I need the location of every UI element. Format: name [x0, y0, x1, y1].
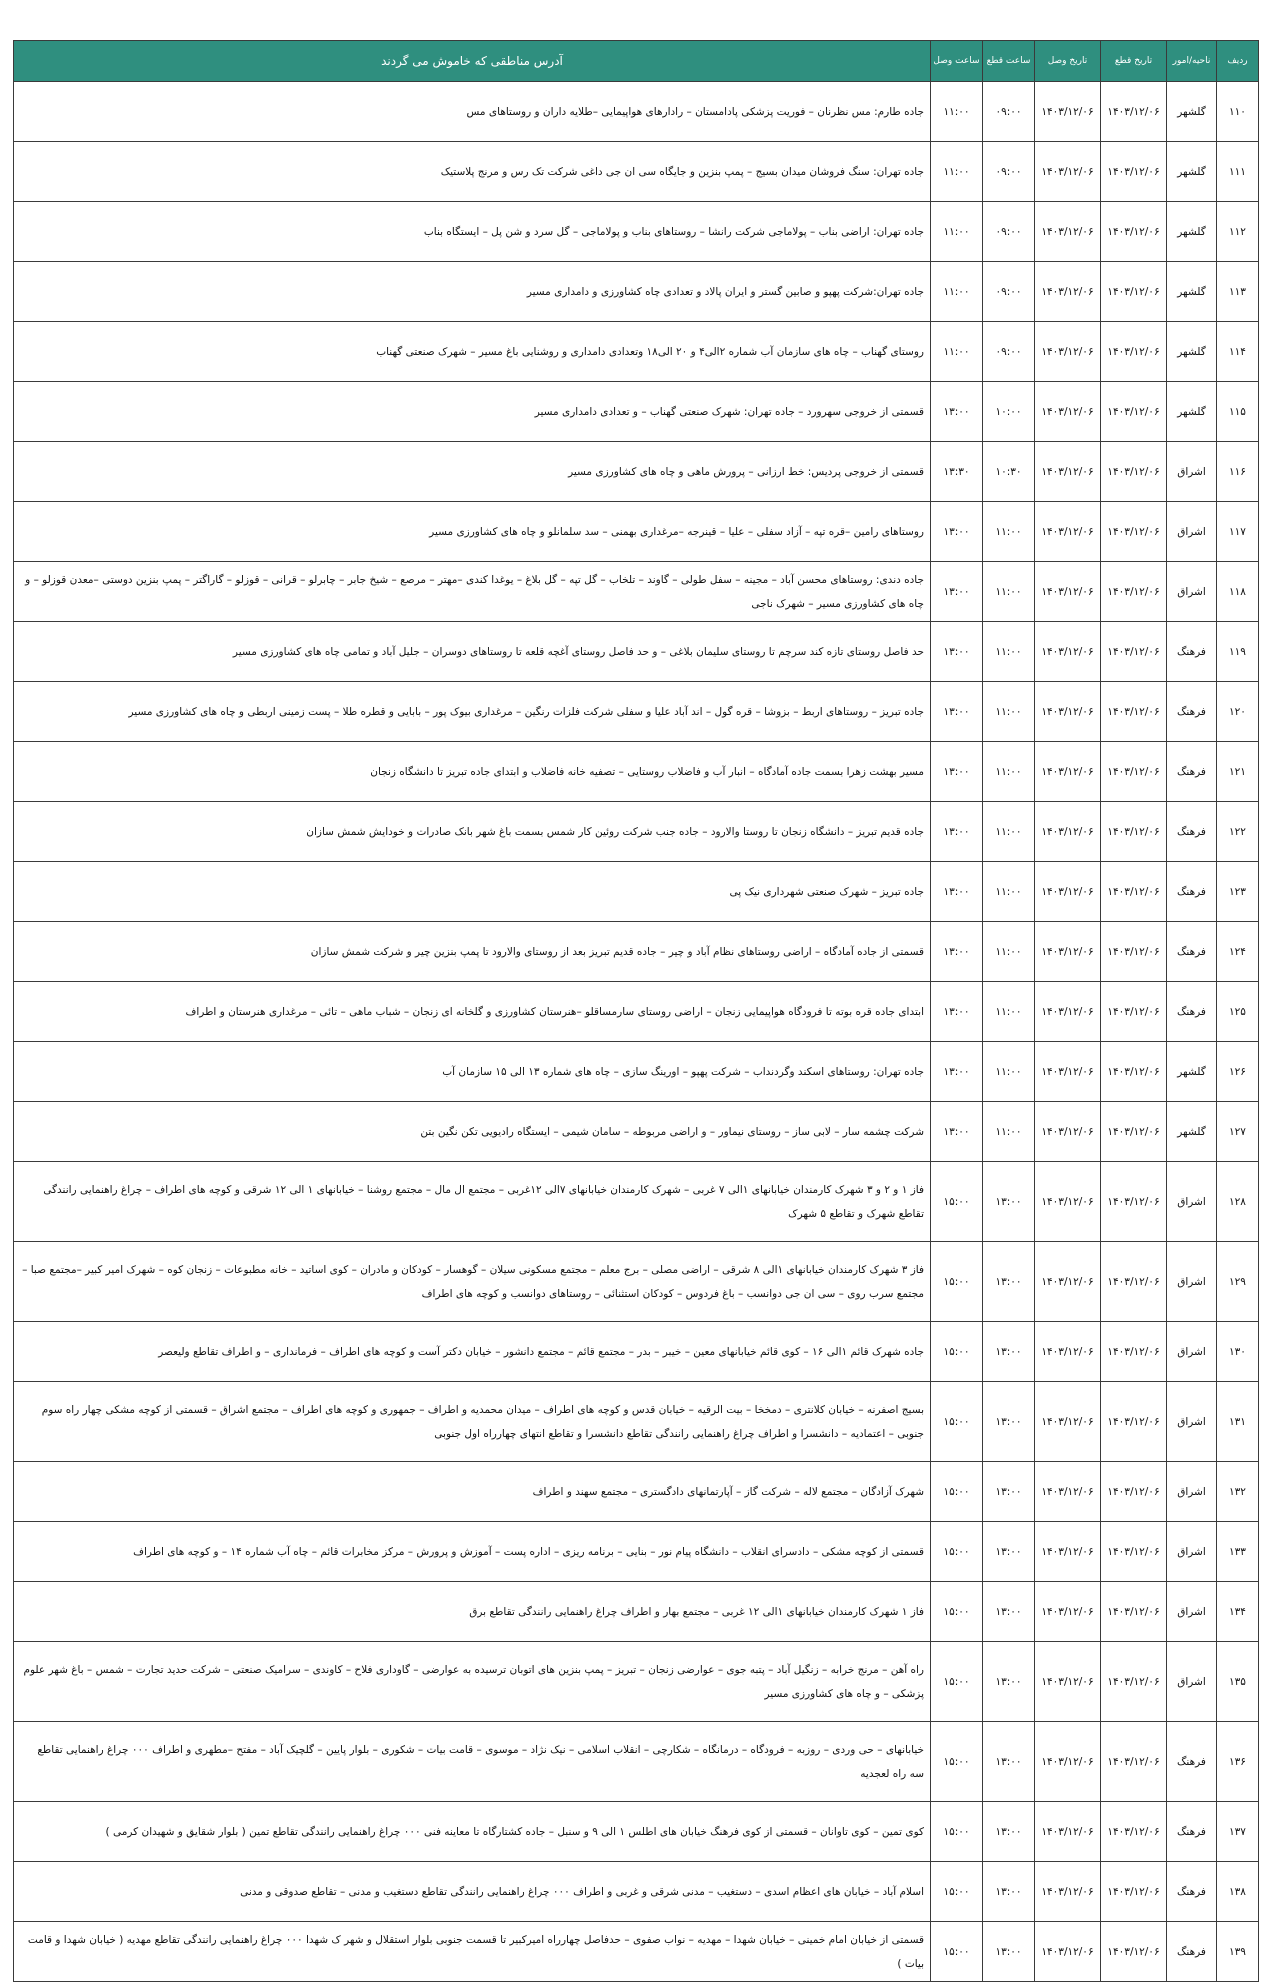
address-cell: حد فاصل روستای تازه کند سرچم تا روستای سلیمان بلاغی – و حد فاصل روستای آغچه قلعه تا روستاهای دوسران – جلیل آباد و تمامی چاه های کشاورزی مسیر: [14, 622, 931, 682]
cut-date-cell: ۱۴۰۳/۱۲/۰۶: [1101, 1242, 1167, 1322]
table-row: [14, 682, 1259, 742]
connect-date-cell: ۱۴۰۳/۱۲/۰۶: [1035, 1162, 1101, 1242]
table-row: [14, 1242, 1259, 1322]
row-number-cell: ۱۲۵: [1217, 982, 1259, 1042]
row-number-cell: ۱۲۰: [1217, 682, 1259, 742]
address-cell: جاده تبریز – روستاهای اربط – بزوشا – قره گول – اند آباد علیا و سفلی شرکت فلزات رنگین – مرغداری بیوک پور – بابایی و قطره طلا – پست زمینی اربطی و چاه های کشاورزی مسیر: [14, 682, 931, 742]
header-address: آدرس مناطقی که خاموش می گردند: [14, 41, 931, 82]
connect-time-cell: ۱۳:۰۰: [931, 922, 983, 982]
cut-time-cell: ۱۰:۰۰: [983, 382, 1035, 442]
cut-time-cell: ۱۳:۰۰: [983, 1522, 1035, 1582]
address-cell: جاده تهران: اراضی بناب – پولاماجی شرکت رانشا – روستاهای بناب و پولاماجی – گل سرد و شن پل – ایستگاه بناب: [14, 202, 931, 262]
cut-date-cell: ۱۴۰۳/۱۲/۰۶: [1101, 1162, 1167, 1242]
header-cut-date: تاریخ قطع: [1101, 41, 1167, 82]
connect-time-cell: ۱۵:۰۰: [931, 1722, 983, 1802]
cut-date-cell: ۱۴۰۳/۱۲/۰۶: [1101, 142, 1167, 202]
address-cell: فاز ۱ و ۲ و ۳ شهرک کارمندان خیابانهای ۱الی ۷ غربی – شهرک کارمندان خیابانهای ۷الی ۱۲غربی – مجتمع ال مال – مجتمع روشنا – خیابانهای ۱ الی ۱۲ شرقی و کوچه های اطراف – چراغ راهنمایی رانندگی تقاطع شهرک و تقاطع ۵ شهرک: [14, 1162, 931, 1242]
row-number-cell: ۱۱۴: [1217, 322, 1259, 382]
address-cell: جاده شهرک قائم ۱الی ۱۶ – کوی قائم خیابانهای معین – خیبر – بدر – مجتمع قائم – مجتمع دانشور – خیابان دکتر آست و کوچه های اطراف – فرمانداری – و اطراف تقاطع ولیعصر: [14, 1322, 931, 1382]
header-row-number: ردیف: [1217, 41, 1259, 82]
row-number-cell: ۱۳۷: [1217, 1802, 1259, 1862]
connect-time-cell: ۱۳:۰۰: [931, 742, 983, 802]
region-cell: فرهنگ: [1167, 922, 1217, 982]
region-cell: فرهنگ: [1167, 1802, 1217, 1862]
row-number-cell: ۱۳۶: [1217, 1722, 1259, 1802]
connect-date-cell: ۱۴۰۳/۱۲/۰۶: [1035, 742, 1101, 802]
table-row: [14, 922, 1259, 982]
connect-time-cell: ۱۵:۰۰: [931, 1242, 983, 1322]
connect-time-cell: ۱۵:۰۰: [931, 1642, 983, 1722]
connect-time-cell: ۱۱:۰۰: [931, 322, 983, 382]
address-cell: قسمتی از خیابان امام خمینی – خیابان شهدا – مهدیه – نواب صفوی – حدفاصل چهارراه امیرکبیر تا قسمت جنوبی بلوار استقلال و شهر ک شهدا ۰۰۰ چراغ راهنمایی رانندگی تقاطع مهدیه ( خیابان شهدا و قامت بیات ): [14, 1922, 931, 1982]
region-cell: اشراق: [1167, 1162, 1217, 1242]
connect-time-cell: ۱۳:۰۰: [931, 1102, 983, 1162]
connect-date-cell: ۱۴۰۳/۱۲/۰۶: [1035, 982, 1101, 1042]
cut-time-cell: ۱۳:۰۰: [983, 1242, 1035, 1322]
region-cell: اشراق: [1167, 1382, 1217, 1462]
region-cell: اشراق: [1167, 1582, 1217, 1642]
row-number-cell: ۱۳۵: [1217, 1642, 1259, 1722]
table-row: [14, 1042, 1259, 1102]
cut-date-cell: ۱۴۰۳/۱۲/۰۶: [1101, 262, 1167, 322]
cut-date-cell: ۱۴۰۳/۱۲/۰۶: [1101, 82, 1167, 142]
row-number-cell: ۱۲۲: [1217, 802, 1259, 862]
cut-date-cell: ۱۴۰۳/۱۲/۰۶: [1101, 1322, 1167, 1382]
region-cell: فرهنگ: [1167, 1722, 1217, 1802]
connect-date-cell: ۱۴۰۳/۱۲/۰۶: [1035, 382, 1101, 442]
address-cell: شهرک آزادگان – مجتمع لاله – شرکت گاز – آپارتمانهای دادگستری – مجتمع سهند و اطراف: [14, 1462, 931, 1522]
cut-time-cell: ۱۳:۰۰: [983, 1922, 1035, 1982]
table-row: [14, 1642, 1259, 1722]
row-number-cell: ۱۱۷: [1217, 502, 1259, 562]
region-cell: اشراق: [1167, 562, 1217, 622]
cut-date-cell: ۱۴۰۳/۱۲/۰۶: [1101, 382, 1167, 442]
cut-time-cell: ۰۹:۰۰: [983, 262, 1035, 322]
row-number-cell: ۱۲۶: [1217, 1042, 1259, 1102]
table-header: [14, 41, 1259, 82]
row-number-cell: ۱۱۸: [1217, 562, 1259, 622]
cut-time-cell: ۱۱:۰۰: [983, 982, 1035, 1042]
cut-date-cell: ۱۴۰۳/۱۲/۰۶: [1101, 1382, 1167, 1462]
address-cell: جاده قدیم تبریز – دانشگاه زنجان تا روستا والارود – جاده جنب شرکت روئین کار شمس بسمت باغ شهر بانک صادرات و خودایش شمش سازان: [14, 802, 931, 862]
region-cell: اشراق: [1167, 1642, 1217, 1722]
table-row: [14, 982, 1259, 1042]
cut-date-cell: ۱۴۰۳/۱۲/۰۶: [1101, 982, 1167, 1042]
cut-date-cell: ۱۴۰۳/۱۲/۰۶: [1101, 1462, 1167, 1522]
table-row: [14, 1462, 1259, 1522]
connect-time-cell: ۱۵:۰۰: [931, 1382, 983, 1462]
row-number-cell: ۱۳۰: [1217, 1322, 1259, 1382]
connect-date-cell: ۱۴۰۳/۱۲/۰۶: [1035, 802, 1101, 862]
region-cell: گلشهر: [1167, 262, 1217, 322]
cut-date-cell: ۱۴۰۳/۱۲/۰۶: [1101, 442, 1167, 502]
connect-time-cell: ۱۳:۰۰: [931, 682, 983, 742]
cut-time-cell: ۱۱:۰۰: [983, 1042, 1035, 1102]
table-row: [14, 1382, 1259, 1462]
region-cell: گلشهر: [1167, 142, 1217, 202]
connect-time-cell: ۱۳:۰۰: [931, 622, 983, 682]
address-cell: جاده تهران:شرکت پهپو و صابین گستر و ایران پالاد و تعدادی چاه کشاورزی و دامداری مسیر: [14, 262, 931, 322]
connect-time-cell: ۱۳:۰۰: [931, 982, 983, 1042]
region-cell: گلشهر: [1167, 82, 1217, 142]
connect-date-cell: ۱۴۰۳/۱۲/۰۶: [1035, 622, 1101, 682]
row-number-cell: ۱۲۸: [1217, 1162, 1259, 1242]
region-cell: گلشهر: [1167, 202, 1217, 262]
cut-date-cell: ۱۴۰۳/۱۲/۰۶: [1101, 802, 1167, 862]
address-cell: روستاهای رامین –قره تپه – آزاد سفلی – علیا – قینرجه –مرغداری بهمنی – سد سلمانلو و چاه های کشاورزی مسیر: [14, 502, 931, 562]
cut-time-cell: ۰۹:۰۰: [983, 202, 1035, 262]
connect-date-cell: ۱۴۰۳/۱۲/۰۶: [1035, 1382, 1101, 1462]
table-row: [14, 1922, 1259, 1982]
table-row: [14, 502, 1259, 562]
address-cell: جاده تبریز – شهرک صنعتی شهرداری نیک پی: [14, 862, 931, 922]
header-cut-time: ساعت قطع: [983, 41, 1035, 82]
table-row: [14, 1802, 1259, 1862]
connect-date-cell: ۱۴۰۳/۱۲/۰۶: [1035, 322, 1101, 382]
table-row: [14, 1322, 1259, 1382]
region-cell: گلشهر: [1167, 1102, 1217, 1162]
region-cell: فرهنگ: [1167, 802, 1217, 862]
address-cell: مسیر بهشت زهرا بسمت جاده آمادگاه – انبار آب و فاضلاب روستایی – تصفیه خانه فاضلاب و ابتدای جاده تبریز تا دانشگاه زنجان: [14, 742, 931, 802]
table-row: [14, 1522, 1259, 1582]
connect-date-cell: ۱۴۰۳/۱۲/۰۶: [1035, 1522, 1101, 1582]
row-number-cell: ۱۲۱: [1217, 742, 1259, 802]
row-number-cell: ۱۳۸: [1217, 1862, 1259, 1922]
connect-time-cell: ۱۵:۰۰: [931, 1322, 983, 1382]
cut-time-cell: ۱۳:۰۰: [983, 1862, 1035, 1922]
region-cell: فرهنگ: [1167, 982, 1217, 1042]
connect-date-cell: ۱۴۰۳/۱۲/۰۶: [1035, 442, 1101, 502]
table-row: [14, 202, 1259, 262]
row-number-cell: ۱۱۰: [1217, 82, 1259, 142]
connect-date-cell: ۱۴۰۳/۱۲/۰۶: [1035, 1642, 1101, 1722]
cut-time-cell: ۱۳:۰۰: [983, 1162, 1035, 1242]
cut-time-cell: ۱۱:۰۰: [983, 622, 1035, 682]
cut-time-cell: ۰۹:۰۰: [983, 322, 1035, 382]
table-row: [14, 82, 1259, 142]
connect-time-cell: ۱۵:۰۰: [931, 1522, 983, 1582]
connect-time-cell: ۱۱:۰۰: [931, 202, 983, 262]
region-cell: گلشهر: [1167, 322, 1217, 382]
table-row: [14, 1102, 1259, 1162]
cut-date-cell: ۱۴۰۳/۱۲/۰۶: [1101, 1042, 1167, 1102]
connect-time-cell: ۱۳:۰۰: [931, 562, 983, 622]
cut-time-cell: ۱۳:۰۰: [983, 1582, 1035, 1642]
address-cell: کوی تمین – کوی تاوانان – قسمتی از کوی فرهنگ خیابان های اطلس ۱ الی ۹ و سنبل – جاده کشتارگاه تا معاینه فنی ۰۰۰ چراغ راهنمایی رانندگی تقاطع تمین ( بلوار شقایق و شهیدان کرمی ): [14, 1802, 931, 1862]
cut-time-cell: ۱۱:۰۰: [983, 922, 1035, 982]
table-row: [14, 802, 1259, 862]
region-cell: فرهنگ: [1167, 682, 1217, 742]
address-cell: راه آهن – مرنج خرابه – زنگیل آباد – پتبه جوی – عوارضی زنجان – تبریز – پمپ بنزین های اتوبان ترسیده به عوارضی – گاوداری فلاح – کاوندی – سرامیک صنعتی – شرکت حدید تجارت – شمس – باغ شهر علوم پزشکی – و چاه های کشاورزی مسیر: [14, 1642, 931, 1722]
address-cell: جاده تهران: روستاهای اسکند وگردنداب – شرکت پهپو – اورینگ سازی – چاه های شماره ۱۳ الی ۱۵ سازمان آب: [14, 1042, 931, 1102]
row-number-cell: ۱۱۲: [1217, 202, 1259, 262]
table-body: [14, 82, 1259, 1982]
connect-time-cell: ۱۵:۰۰: [931, 1802, 983, 1862]
connect-date-cell: ۱۴۰۳/۱۲/۰۶: [1035, 1582, 1101, 1642]
cut-date-cell: ۱۴۰۳/۱۲/۰۶: [1101, 922, 1167, 982]
address-cell: قسمتی از خروجی پردیس: خط ارزانی – پرورش ماهی و چاه های کشاورزی مسیر: [14, 442, 931, 502]
connect-date-cell: ۱۴۰۳/۱۲/۰۶: [1035, 1322, 1101, 1382]
cut-time-cell: ۱۱:۰۰: [983, 862, 1035, 922]
address-cell: بسیج اصفرنه – خیابان کلانتری – دمخخا – بیت الرقیه – خیابان قدس و کوچه های اطراف – میدان محمدیه و اطراف – جمهوری و کوچه های اطراف – مجتمع اشراق – قسمتی از کوچه مشکی چهار راه سوم جنوبی – اعتمادیه – دانشسرا و اطراف چراغ راهنمایی رانندگی تقاطع دانشسرا و تقاطع انتهای چهارراه اول جنوبی: [14, 1382, 931, 1462]
cut-date-cell: ۱۴۰۳/۱۲/۰۶: [1101, 1522, 1167, 1582]
region-cell: فرهنگ: [1167, 1862, 1217, 1922]
connect-date-cell: ۱۴۰۳/۱۲/۰۶: [1035, 562, 1101, 622]
cut-time-cell: ۱۰:۳۰: [983, 442, 1035, 502]
address-cell: ابتدای جاده قره بوته تا فرودگاه هواپیمایی زنجان – اراضی روستای سارمساقلو –هنرستان کشاورزی و گلخانه ای زنجان – شباب ماهی – تائی – مرغداری هنرستان و اطراف: [14, 982, 931, 1042]
connect-time-cell: ۱۵:۰۰: [931, 1922, 983, 1982]
row-number-cell: ۱۲۷: [1217, 1102, 1259, 1162]
region-cell: فرهنگ: [1167, 1922, 1217, 1982]
cut-time-cell: ۰۹:۰۰: [983, 82, 1035, 142]
cut-date-cell: ۱۴۰۳/۱۲/۰۶: [1101, 862, 1167, 922]
address-cell: قسمتی از جاده آمادگاه – اراضی روستاهای نظام آباد و چیر – جاده قدیم تبریز بعد از روستای والارود تا پمپ بنزین چیر و شرکت شمش سازان: [14, 922, 931, 982]
cut-date-cell: ۱۴۰۳/۱۲/۰۶: [1101, 562, 1167, 622]
region-cell: فرهنگ: [1167, 742, 1217, 802]
connect-time-cell: ۱۳:۰۰: [931, 862, 983, 922]
address-cell: قسمتی از کوچه مشکی – دادسرای انقلاب – دانشگاه پیام نور – بنایی – برنامه ریزی – اداره پست – آموزش و پرورش – مرکز مخابرات قائم – چاه آب شماره ۱۴ – و کوچه های اطراف: [14, 1522, 931, 1582]
connect-date-cell: ۱۴۰۳/۱۲/۰۶: [1035, 862, 1101, 922]
cut-time-cell: ۱۳:۰۰: [983, 1722, 1035, 1802]
row-number-cell: ۱۱۵: [1217, 382, 1259, 442]
row-number-cell: ۱۱۹: [1217, 622, 1259, 682]
row-number-cell: ۱۳۴: [1217, 1582, 1259, 1642]
cut-time-cell: ۱۳:۰۰: [983, 1322, 1035, 1382]
cut-time-cell: ۱۱:۰۰: [983, 1102, 1035, 1162]
connect-time-cell: ۱۳:۰۰: [931, 802, 983, 862]
connect-time-cell: ۱۵:۰۰: [931, 1582, 983, 1642]
connect-date-cell: ۱۴۰۳/۱۲/۰۶: [1035, 1102, 1101, 1162]
table-row: [14, 862, 1259, 922]
row-number-cell: ۱۱۶: [1217, 442, 1259, 502]
cut-time-cell: ۱۱:۰۰: [983, 682, 1035, 742]
table-row: [14, 1722, 1259, 1802]
region-cell: گلشهر: [1167, 1042, 1217, 1102]
connect-date-cell: ۱۴۰۳/۱۲/۰۶: [1035, 1862, 1101, 1922]
connect-date-cell: ۱۴۰۳/۱۲/۰۶: [1035, 922, 1101, 982]
outage-schedule-table: [13, 40, 1259, 1982]
connect-time-cell: ۱۱:۰۰: [931, 82, 983, 142]
address-cell: روستای گهناب – چاه های سازمان آب شماره ۲الی۴ و ۲۰ الی۱۸ وتعدادی دامداری و روشنایی باغ مسیر – شهرک صنعتی گهناب: [14, 322, 931, 382]
cut-date-cell: ۱۴۰۳/۱۲/۰۶: [1101, 1582, 1167, 1642]
connect-date-cell: ۱۴۰۳/۱۲/۰۶: [1035, 142, 1101, 202]
cut-date-cell: ۱۴۰۳/۱۲/۰۶: [1101, 1862, 1167, 1922]
table-row: [14, 1862, 1259, 1922]
cut-date-cell: ۱۴۰۳/۱۲/۰۶: [1101, 1922, 1167, 1982]
cut-date-cell: ۱۴۰۳/۱۲/۰۶: [1101, 322, 1167, 382]
cut-date-cell: ۱۴۰۳/۱۲/۰۶: [1101, 1642, 1167, 1722]
region-cell: فرهنگ: [1167, 862, 1217, 922]
region-cell: اشراق: [1167, 1462, 1217, 1522]
address-cell: شرکت چشمه سار – لابی ساز – روستای نیماور – و اراضی مربوطه – سامان شیمی – ایستگاه رادیویی تکن نگین بتن: [14, 1102, 931, 1162]
address-cell: فاز ۳ شهرک کارمندان خیابانهای ۱الی ۸ شرقی – اراضی مصلی – برج معلم – مجتمع مسکونی سیلان – گوهسار – کودکان و مادران – کوی اساتید – خانه مطبوعات – زنجان کوه – شهرک امیر کبیر –مجتمع صبا – مجتمع سرب روی – سی ان جی دوانسب – باغ فردوس – کودکان استثنائی – روستاهای دوانسب و کوچه های اطراف: [14, 1242, 931, 1322]
connect-time-cell: ۱۳:۰۰: [931, 502, 983, 562]
region-cell: اشراق: [1167, 502, 1217, 562]
connect-date-cell: ۱۴۰۳/۱۲/۰۶: [1035, 502, 1101, 562]
cut-time-cell: ۰۹:۰۰: [983, 142, 1035, 202]
connect-date-cell: ۱۴۰۳/۱۲/۰۶: [1035, 1242, 1101, 1322]
connect-time-cell: ۱۳:۰۰: [931, 1042, 983, 1102]
connect-time-cell: ۱۱:۰۰: [931, 262, 983, 322]
table-row: [14, 1162, 1259, 1242]
row-number-cell: ۱۲۴: [1217, 922, 1259, 982]
cut-date-cell: ۱۴۰۳/۱۲/۰۶: [1101, 1722, 1167, 1802]
cut-time-cell: ۱۳:۰۰: [983, 1462, 1035, 1522]
row-number-cell: ۱۳۳: [1217, 1522, 1259, 1582]
region-cell: فرهنگ: [1167, 622, 1217, 682]
region-cell: اشراق: [1167, 1522, 1217, 1582]
cut-time-cell: ۱۱:۰۰: [983, 562, 1035, 622]
header-connect-time: ساعت وصل: [931, 41, 983, 82]
row-number-cell: ۱۱۳: [1217, 262, 1259, 322]
region-cell: اشراق: [1167, 442, 1217, 502]
cut-time-cell: ۱۳:۰۰: [983, 1642, 1035, 1722]
table-row: [14, 562, 1259, 622]
address-cell: قسمتی از خروجی سهرورد – جاده تهران: شهرک صنعتی گهناب – و تعدادی دامداری مسیر: [14, 382, 931, 442]
address-cell: خیابانهای – حی وردی – روزبه – فرودگاه – درمانگاه – شکارچی – انقلاب اسلامی – نیک نژاد – موسوی – قامت بیات – شکوری – بلوار پایین – گلچیک آباد – مفتح –مطهری و اطراف ۰۰۰ چراغ راهنمایی تقاطع سه راه لعجدیه: [14, 1722, 931, 1802]
connect-date-cell: ۱۴۰۳/۱۲/۰۶: [1035, 1802, 1101, 1862]
address-cell: اسلام آباد – خیابان های اعظام اسدی – دستغیب – مدنی شرقی و غربی و اطراف ۰۰۰ چراغ راهنمایی رانندگی تقاطع دستغیب و مدنی – تقاطع صدوقی و مدنی: [14, 1862, 931, 1922]
connect-time-cell: ۱۵:۰۰: [931, 1462, 983, 1522]
row-number-cell: ۱۱۱: [1217, 142, 1259, 202]
connect-time-cell: ۱۱:۰۰: [931, 142, 983, 202]
address-cell: فاز ۱ شهرک کارمندان خیابانهای ۱الی ۱۲ غربی – مجتمع بهار و اطراف چراغ راهنمایی رانندگی تقاطع برق: [14, 1582, 931, 1642]
table-row: [14, 442, 1259, 502]
connect-date-cell: ۱۴۰۳/۱۲/۰۶: [1035, 262, 1101, 322]
table-row: [14, 742, 1259, 802]
connect-date-cell: ۱۴۰۳/۱۲/۰۶: [1035, 1922, 1101, 1982]
cut-time-cell: ۱۳:۰۰: [983, 1382, 1035, 1462]
cut-date-cell: ۱۴۰۳/۱۲/۰۶: [1101, 1802, 1167, 1862]
region-cell: گلشهر: [1167, 382, 1217, 442]
header-region: ناحیه/امور: [1167, 41, 1217, 82]
header-connect-date: تاریخ وصل: [1035, 41, 1101, 82]
connect-date-cell: ۱۴۰۳/۱۲/۰۶: [1035, 1462, 1101, 1522]
cut-time-cell: ۱۱:۰۰: [983, 802, 1035, 862]
address-cell: جاده تهران: سنگ فروشان میدان بسیج – پمپ بنزین و جایگاه سی ان جی داغی شرکت تک رس و مرنج پلاستیک: [14, 142, 931, 202]
connect-time-cell: ۱۳:۳۰: [931, 442, 983, 502]
connect-time-cell: ۱۵:۰۰: [931, 1162, 983, 1242]
row-number-cell: ۱۲۹: [1217, 1242, 1259, 1322]
table-row: [14, 262, 1259, 322]
cut-date-cell: ۱۴۰۳/۱۲/۰۶: [1101, 202, 1167, 262]
row-number-cell: ۱۳۹: [1217, 1922, 1259, 1982]
cut-time-cell: ۱۱:۰۰: [983, 742, 1035, 802]
cut-date-cell: ۱۴۰۳/۱۲/۰۶: [1101, 742, 1167, 802]
cut-date-cell: ۱۴۰۳/۱۲/۰۶: [1101, 502, 1167, 562]
row-number-cell: ۱۲۳: [1217, 862, 1259, 922]
row-number-cell: ۱۳۲: [1217, 1462, 1259, 1522]
connect-date-cell: ۱۴۰۳/۱۲/۰۶: [1035, 82, 1101, 142]
cut-date-cell: ۱۴۰۳/۱۲/۰۶: [1101, 622, 1167, 682]
cut-date-cell: ۱۴۰۳/۱۲/۰۶: [1101, 1102, 1167, 1162]
region-cell: اشراق: [1167, 1242, 1217, 1322]
cut-time-cell: ۱۱:۰۰: [983, 502, 1035, 562]
cut-time-cell: ۱۳:۰۰: [983, 1802, 1035, 1862]
address-cell: جاده دندی: روستاهای محسن آباد – مجینه – سفل طولی – گاوند – تلخاب – گل تپه – گل بلاغ – یوغدا کندی –مهتر – مرصع – شیخ جابر – چابرلو – قرانی – قوزلو – گاراگتر – پمپ بنزین دوستی –معدن قوزلو – و چاه های کشاورزی مسیر – شهرک ناجی: [14, 562, 931, 622]
table-row: [14, 322, 1259, 382]
table-row: [14, 1582, 1259, 1642]
connect-time-cell: ۱۳:۰۰: [931, 382, 983, 442]
connect-date-cell: ۱۴۰۳/۱۲/۰۶: [1035, 682, 1101, 742]
table-row: [14, 142, 1259, 202]
connect-date-cell: ۱۴۰۳/۱۲/۰۶: [1035, 202, 1101, 262]
connect-date-cell: ۱۴۰۳/۱۲/۰۶: [1035, 1722, 1101, 1802]
cut-date-cell: ۱۴۰۳/۱۲/۰۶: [1101, 682, 1167, 742]
row-number-cell: ۱۳۱: [1217, 1382, 1259, 1462]
table-row: [14, 622, 1259, 682]
table-row: [14, 382, 1259, 442]
region-cell: اشراق: [1167, 1322, 1217, 1382]
address-cell: جاده طارم: مس نظرنان – فوریت پزشکی پادامستان – رادارهای هواپیمایی –طلایه داران و روستاهای مس: [14, 82, 931, 142]
connect-date-cell: ۱۴۰۳/۱۲/۰۶: [1035, 1042, 1101, 1102]
connect-time-cell: ۱۵:۰۰: [931, 1862, 983, 1922]
